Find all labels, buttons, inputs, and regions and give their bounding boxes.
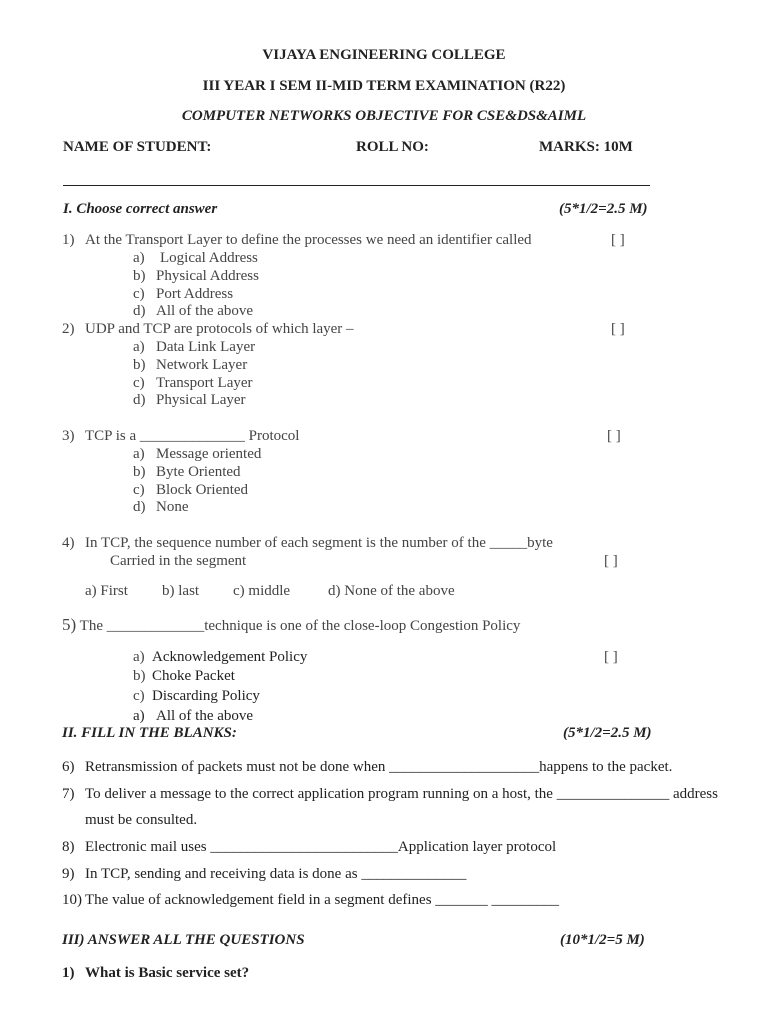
option-label: d) (133, 499, 146, 515)
question-text: TCP is a ______________ Protocol (85, 428, 300, 444)
option-text: Network Layer (156, 357, 248, 373)
option-text: All of the above (156, 708, 254, 724)
question-text-continued: Carried in the segment (110, 553, 247, 569)
section2-marks: (5*1/2=2.5 M) (563, 725, 652, 741)
option-text: Port Address (156, 286, 234, 302)
question-4 (62, 535, 553, 552)
option-label: b) (133, 268, 146, 284)
option-label: b) (133, 668, 146, 684)
option (133, 668, 235, 685)
option-label: b) (133, 464, 146, 480)
question-number: 4) (62, 535, 75, 551)
option (133, 464, 241, 481)
option (133, 708, 253, 725)
question-iii-1 (62, 965, 249, 982)
option-text: Logical Address (160, 250, 258, 266)
question-10 (62, 892, 559, 909)
answer-bracket[interactable]: [ ] (607, 428, 621, 444)
option (233, 583, 290, 600)
question-number: 6) (62, 759, 75, 775)
question-text: The _____________technique is one of the close-loop Congestion Policy (79, 618, 521, 634)
option (328, 583, 455, 600)
question-text-continued: must be consulted. (85, 812, 198, 828)
question-5 (62, 615, 520, 635)
option-text: All of the above (156, 303, 254, 319)
question-number: 1) (62, 232, 75, 248)
roll-no-label: ROLL NO: (356, 139, 429, 155)
question-text: Retransmission of packets must not be done when ____________________happens to the packet. (85, 759, 673, 775)
section1-marks: (5*1/2=2.5 M) (559, 201, 648, 217)
section3-title: III) ANSWER ALL THE QUESTIONS (62, 932, 305, 948)
header-divider (63, 185, 650, 186)
option-text: last (178, 583, 200, 599)
option (133, 286, 233, 303)
question-text: What is Basic service set? (85, 965, 250, 981)
option-label: c) (133, 482, 145, 498)
answer-bracket[interactable]: [ ] (604, 649, 618, 665)
option-text: Byte Oriented (156, 464, 241, 480)
option (133, 268, 259, 285)
option-text: None (156, 499, 189, 515)
option (133, 446, 261, 463)
option (133, 649, 307, 666)
option-label: b) (162, 583, 175, 599)
option (162, 583, 199, 600)
college-name: VIJAYA ENGINEERING COLLEGE (262, 47, 506, 63)
section2-title: II. FILL IN THE BLANKS: (62, 725, 237, 741)
question-number: 7) (62, 786, 75, 802)
option-label: c) (133, 688, 145, 704)
option-text: First (100, 583, 128, 599)
option (133, 250, 258, 267)
question-number: 9) (62, 866, 75, 882)
option-label: a) (85, 583, 97, 599)
option-label: d) (133, 392, 146, 408)
question-text: In TCP, sending and receiving data is done as ______________ (85, 866, 467, 882)
answer-bracket[interactable]: [ ] (611, 321, 625, 337)
option-label: d) (328, 583, 341, 599)
option-text: Message oriented (156, 446, 262, 462)
question-6 (62, 759, 672, 776)
question-text: The value of acknowledgement field in a segment defines _______ _________ (85, 892, 560, 908)
question-8 (62, 839, 556, 856)
subject-title: COMPUTER NETWORKS OBJECTIVE FOR CSE&DS&AIML (181, 108, 587, 124)
question-text: To deliver a message to the correct application program running on a host, the _______________ address (85, 786, 718, 802)
option (133, 375, 253, 392)
option (133, 339, 255, 356)
question-number: 5) (62, 615, 77, 634)
answer-bracket[interactable]: [ ] (611, 232, 625, 248)
section1-title: I. Choose correct answer (63, 201, 218, 217)
option (133, 303, 253, 320)
section3-marks: (10*1/2=5 M) (560, 932, 645, 948)
answer-bracket[interactable]: [ ] (604, 553, 618, 569)
option-label: c) (133, 375, 145, 391)
question-text: In TCP, the sequence number of each segment is the number of the _____byte (85, 535, 553, 551)
option-label: a) (133, 339, 145, 355)
question-number: 8) (62, 839, 75, 855)
option-label: b) (133, 357, 146, 373)
option-label: a) (133, 250, 145, 266)
option (133, 482, 248, 499)
option-text: Discarding Policy (152, 688, 260, 704)
question-text: At the Transport Layer to define the processes we need an identifier called (85, 232, 532, 248)
option-text: middle (248, 583, 291, 599)
option-text: Acknowledgement Policy (152, 649, 308, 665)
option-text: Choke Packet (152, 668, 235, 684)
question-number: 3) (62, 428, 75, 444)
question-3 (62, 428, 299, 445)
option-label: d) (133, 303, 146, 319)
option-text: None of the above (344, 583, 455, 599)
option-text: Transport Layer (156, 375, 253, 391)
option-label: a) (133, 446, 145, 462)
option (85, 583, 128, 600)
question-text: Electronic mail uses _________________________Application layer protocol (85, 839, 557, 855)
option-label: a) (133, 708, 145, 724)
option-label: c) (233, 583, 245, 599)
marks-label: MARKS: 10M (539, 139, 633, 155)
question-text: UDP and TCP are protocols of which layer – (85, 321, 354, 337)
question-7 (62, 786, 718, 803)
option-text: Physical Layer (156, 392, 246, 408)
question-number: 10) (62, 892, 82, 908)
option (133, 499, 189, 516)
student-name-label: NAME OF STUDENT: (63, 139, 212, 155)
question-number: 1) (62, 965, 75, 981)
question-number: 2) (62, 321, 75, 337)
option-text: Data Link Layer (156, 339, 256, 355)
question-1 (62, 232, 532, 249)
option (133, 357, 247, 374)
option-label: a) (133, 649, 145, 665)
option-text: Block Oriented (156, 482, 249, 498)
option-text: Physical Address (156, 268, 259, 284)
option (133, 688, 260, 705)
question-9 (62, 866, 466, 883)
option-label: c) (133, 286, 145, 302)
exam-title: III YEAR I SEM II-MID TERM EXAMINATION (R22) (202, 78, 566, 94)
option (133, 392, 246, 409)
question-2 (62, 321, 354, 338)
